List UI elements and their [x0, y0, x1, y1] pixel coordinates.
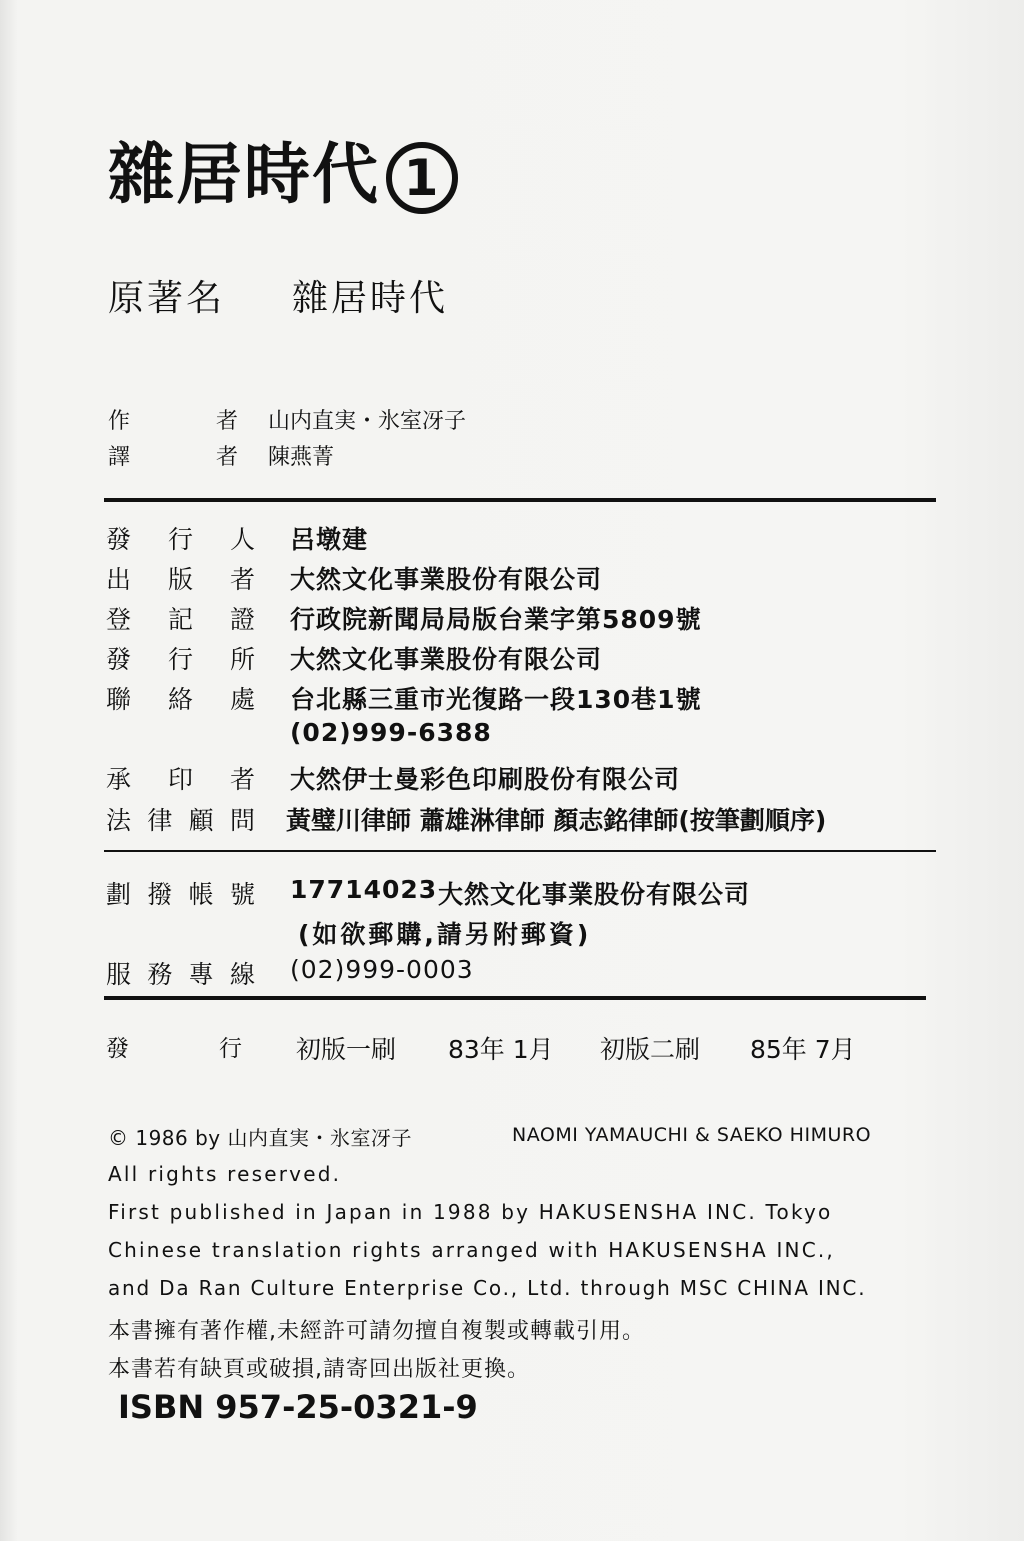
registration-label: [106, 600, 256, 636]
divider: [104, 850, 936, 852]
label-char: 行: [167, 645, 194, 674]
postal-account-note: (如欲郵購,請另附郵資): [298, 920, 592, 949]
label-char: 者: [229, 765, 256, 794]
label-char: 絡: [167, 685, 194, 714]
distributor-label: [106, 640, 256, 676]
label-char: 專: [188, 960, 215, 989]
label-char: 顧: [188, 806, 215, 835]
arrangement-line: and Da Ran Culture Enterprise Co., Ltd. through MSC CHINA INC.: [108, 1276, 867, 1300]
label-char: 撥: [147, 880, 174, 909]
original-title-value: 雜居時代: [292, 278, 449, 319]
postal-account-number: 17714023: [290, 875, 438, 904]
postal-account-label: [106, 875, 256, 911]
contact-phone: (02)999-6388: [290, 718, 492, 747]
label-char: 人: [229, 525, 256, 554]
label-char: 律: [147, 806, 174, 835]
registration-value: 行政院新聞局局版台業字第5809號: [290, 605, 702, 634]
copyright-notice-cn: 本書擁有著作權,未經許可請勿擅自複製或轉載引用。: [108, 1319, 645, 1344]
label-char: 承: [106, 765, 133, 794]
label-char: 法: [106, 806, 133, 835]
label-char: 所: [229, 645, 256, 674]
translator-label: [108, 440, 238, 471]
label-char: 發: [106, 1036, 129, 1062]
original-title-label: 原著名: [108, 278, 226, 319]
translation-rights-line: Chinese translation rights arranged with HAKUSENSHA INC.,: [108, 1238, 835, 1262]
label-char: 證: [229, 605, 256, 634]
label-char: 印: [167, 765, 194, 794]
label-char: 作: [108, 409, 131, 434]
label-char: 線: [229, 960, 256, 989]
label-char: 記: [167, 605, 194, 634]
label-char: 問: [229, 806, 256, 835]
legal-counsel-label: [106, 801, 256, 837]
divider: [104, 498, 936, 502]
first-printing-date: 83年 1月: [448, 1035, 554, 1064]
second-printing-date: 85年 7月: [750, 1035, 856, 1064]
printer-label: [106, 760, 256, 796]
label-char: 發: [106, 645, 133, 674]
issuer-value: 呂墩建: [290, 525, 369, 554]
printer-value: 大然伊士曼彩色印刷股份有限公司: [290, 765, 681, 794]
label-char: 聯: [106, 685, 133, 714]
label-char: 者: [215, 445, 238, 470]
label-char: 處: [229, 685, 256, 714]
title-text: 雜居時代: [108, 136, 380, 213]
publisher-label: [106, 560, 256, 596]
contact-address: 台北縣三重市光復路一段130巷1號: [290, 685, 702, 714]
label-char: 者: [215, 409, 238, 434]
isbn: ISBN 957-25-0321-9: [118, 1388, 478, 1426]
publisher-value: 大然文化事業股份有限公司: [290, 565, 603, 594]
label-char: 出: [106, 565, 133, 594]
label-char: 帳: [188, 880, 215, 909]
service-line-label: [106, 955, 256, 991]
label-char: 行: [167, 525, 194, 554]
label-char: 登: [106, 605, 133, 634]
replacement-notice-cn: 本書若有缺頁或破損,請寄回出版社更換。: [108, 1357, 530, 1382]
legal-counsel-value: 黃璧川律師 蕭雄淋律師 顏志銘律師(按筆劃順序): [286, 806, 827, 835]
issuer-label: [106, 520, 256, 556]
label-char: 行: [219, 1036, 242, 1062]
label-char: 服: [106, 960, 133, 989]
label-char: 號: [229, 880, 256, 909]
volume-number-circle: 1: [386, 142, 458, 214]
copyright-line-prefix: © 1986 by 山内直実・氷室冴子: [108, 1126, 413, 1150]
contact-label: [106, 680, 256, 716]
second-printing-label: 初版二刷: [600, 1035, 701, 1064]
translator-value: 陳燕菁: [268, 445, 335, 470]
release-label: [106, 1030, 242, 1063]
first-printing-label: 初版一刷: [296, 1035, 397, 1064]
label-char: 劃: [106, 880, 133, 909]
copyright-line-names: NAOMI YAMAUCHI & SAEKO HIMURO: [512, 1124, 872, 1146]
author-label: [108, 404, 238, 435]
postal-account-name: 大然文化事業股份有限公司: [438, 880, 751, 909]
label-char: 者: [229, 565, 256, 594]
label-char: 譯: [108, 445, 131, 470]
book-title: [108, 136, 458, 214]
first-published-line: First published in Japan in 1988 by HAKUSENSHA INC. Tokyo: [108, 1200, 833, 1224]
distributor-value: 大然文化事業股份有限公司: [290, 645, 603, 674]
author-value: 山内直実・氷室冴子: [268, 409, 467, 434]
label-char: 發: [106, 525, 133, 554]
divider: [104, 996, 926, 1000]
rights-reserved: All rights reserved.: [108, 1162, 342, 1186]
label-char: 務: [147, 960, 174, 989]
label-char: 版: [167, 565, 194, 594]
service-line-value: (02)999-0003: [290, 955, 474, 984]
